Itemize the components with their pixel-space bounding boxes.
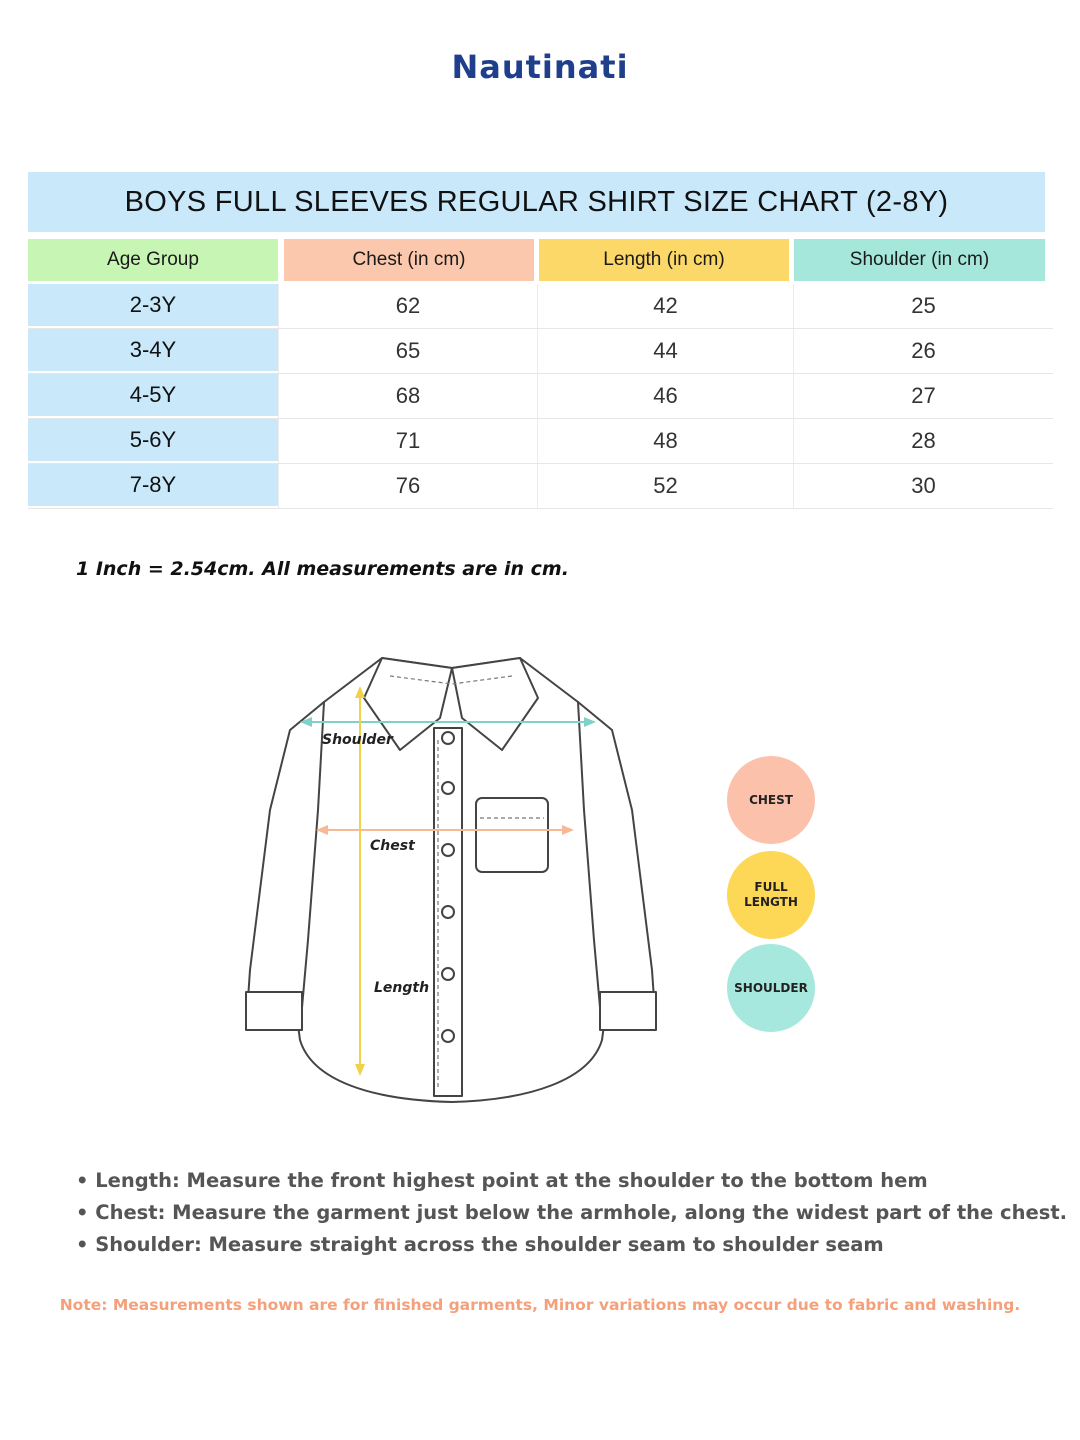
instruction-shoulder: • Shoulder: Measure straight across the shoulder seam to shoulder seam <box>76 1233 884 1256</box>
header-shoulder: Shoulder (in cm) <box>794 239 1045 281</box>
length-label: Length <box>374 980 430 996</box>
instruction-chest: • Chest: Measure the garment just below the armhole, along the widest part of the chest. <box>76 1201 1068 1224</box>
button <box>442 968 454 980</box>
conversion-note: 1 Inch = 2.54cm. All measurements are in cm. <box>76 558 569 580</box>
header-age-group: Age Group <box>28 239 278 281</box>
age-cell: 2-3Y <box>28 284 278 328</box>
length-cell: 44 <box>537 329 793 373</box>
size-table-body <box>28 284 1053 509</box>
age-cell: 4-5Y <box>28 374 278 418</box>
age-cell: 7-8Y <box>28 464 278 508</box>
age-cell: 3-4Y <box>28 329 278 373</box>
button <box>442 732 454 744</box>
legend-length-line1: FULL <box>754 880 788 894</box>
length-cell: 52 <box>537 464 793 508</box>
button <box>442 906 454 918</box>
legend-shoulder <box>727 944 815 1032</box>
shoulder-cell: 26 <box>793 329 1053 373</box>
shoulder-cell: 25 <box>793 284 1053 328</box>
chest-cell: 71 <box>278 419 537 463</box>
chest-cell: 65 <box>278 329 537 373</box>
length-cell: 42 <box>537 284 793 328</box>
chest-cell: 68 <box>278 374 537 418</box>
shoulder-cell: 28 <box>793 419 1053 463</box>
chest-cell: 76 <box>278 464 537 508</box>
legend-chest <box>727 756 815 844</box>
table-row <box>28 284 1053 329</box>
legend-full-length <box>727 851 815 939</box>
header-length: Length (in cm) <box>539 239 789 281</box>
legend-length-line2: LENGTH <box>744 895 798 909</box>
button <box>442 1030 454 1042</box>
button <box>442 844 454 856</box>
right-cuff-outline <box>600 992 656 1030</box>
left-cuff-outline <box>246 992 302 1030</box>
shoulder-cell: 27 <box>793 374 1053 418</box>
legend-shoulder-label: SHOULDER <box>734 980 808 995</box>
instruction-length: • Length: Measure the front highest point at the shoulder to the bottom hem <box>76 1169 928 1192</box>
shoulder-label: Shoulder <box>322 732 393 748</box>
shoulder-cell: 30 <box>793 464 1053 508</box>
size-chart-title: BOYS FULL SLEEVES REGULAR SHIRT SIZE CHART (2-8Y) <box>28 172 1045 232</box>
pocket-outline <box>476 798 548 872</box>
table-row <box>28 374 1053 419</box>
measurement-instructions <box>76 1165 1067 1261</box>
button <box>442 782 454 794</box>
header-chest: Chest (in cm) <box>284 239 534 281</box>
table-row <box>28 419 1053 464</box>
chest-label: Chest <box>370 838 415 854</box>
brand-logo[interactable] <box>0 48 1080 86</box>
shirt-diagram <box>230 640 670 1110</box>
logo-text: Nautinati <box>451 48 629 86</box>
table-row <box>28 464 1053 509</box>
age-cell: 5-6Y <box>28 419 278 463</box>
chest-cell: 62 <box>278 284 537 328</box>
length-cell: 46 <box>537 374 793 418</box>
legend-chest-label: CHEST <box>749 792 793 807</box>
footnote: Note: Measurements shown are for finished garments, Minor variations may occur due to fabric and washing. <box>59 1296 1021 1314</box>
table-row <box>28 329 1053 374</box>
length-cell: 48 <box>537 419 793 463</box>
